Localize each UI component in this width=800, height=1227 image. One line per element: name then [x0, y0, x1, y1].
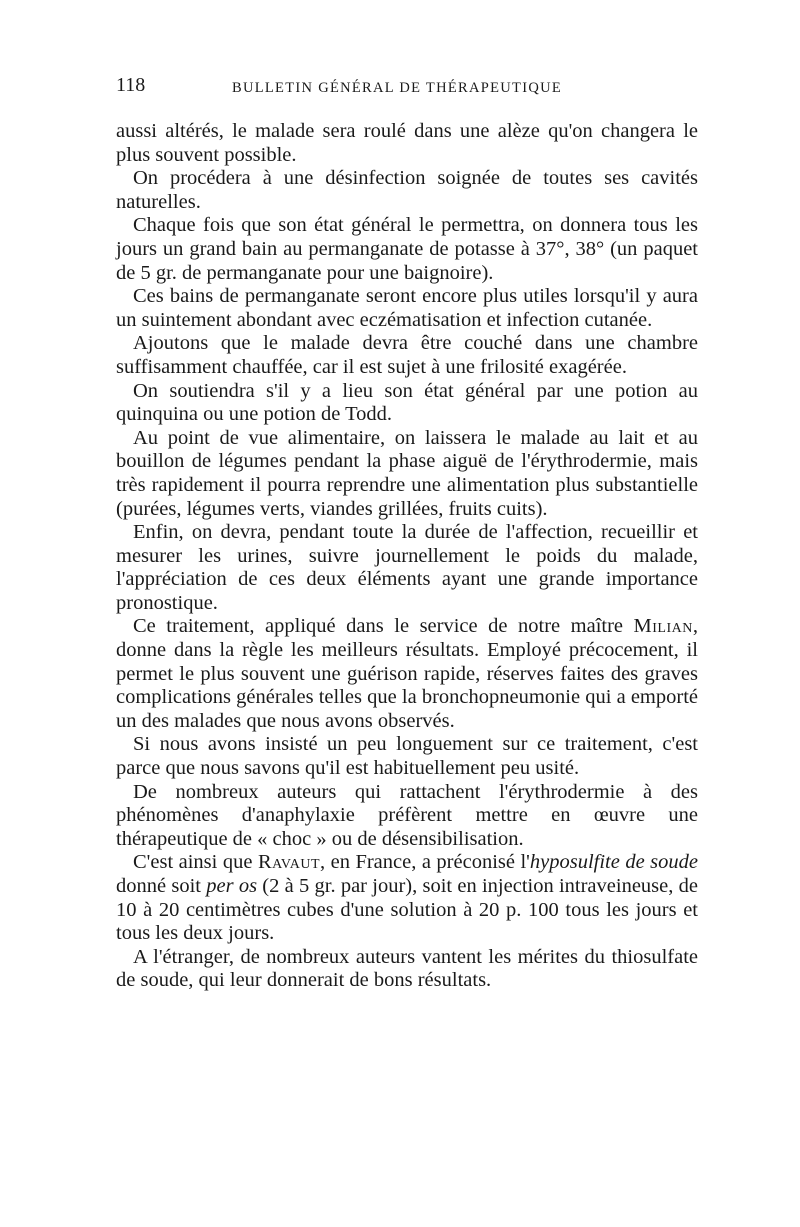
paragraph-12-mid2: donné soit	[116, 875, 207, 897]
page-header	[116, 74, 698, 106]
paragraph-4: Ces bains de permanganate seront encore plus utiles lorsqu'il y aura un suintement abondant avec eczématisation et infection cutanée.	[116, 285, 698, 331]
paragraph-6: On soutiendra s'il y a lieu son état général par une potion au quinquina ou une potion de Todd.	[116, 379, 698, 426]
paragraph-9	[116, 615, 698, 733]
author-name-milian: Milian	[633, 615, 693, 638]
author-name-ravaut: Ravaut	[257, 851, 320, 874]
paragraph-13: A l'étranger, de nombreux auteurs vantent les mérites du thiosulfate de soude, qui leur donnerait de bons résultats.	[116, 945, 698, 992]
paragraph-12-mid1: , en France, a préconisé l'	[320, 851, 530, 874]
italic-per-os: per os	[206, 875, 258, 897]
page-number: 118	[116, 74, 146, 96]
paragraph-9-before: Ce traitement, appliqué dans le service de notre maître	[133, 615, 634, 638]
paragraph-1: aussi altérés, le malade sera roulé dans une alèze qu'on changera le plus souvent possible.	[116, 120, 698, 166]
paragraph-12-before: C'est ainsi que	[133, 851, 258, 874]
paragraph-2: On procédera à une désinfection soignée de toutes ses cavités naturelles.	[116, 167, 698, 213]
paragraph-11: De nombreux auteurs qui rattachent l'érythrodermie à des phénomènes d'anaphylaxie préfèrent mettre en œuvre une thérapeutique de « choc » ou de désensibilisation.	[116, 780, 698, 850]
paragraph-12-after: (2 à 5 gr. par jour), soit en injection intraveineuse, de 10 à 20 centimètres cubes d'une solution à 20 p. 100 tous les jours et tous les deux jours.	[116, 875, 698, 945]
italic-hyposulfite: hyposulfite de soude	[529, 851, 698, 874]
paragraph-8: Enfin, on devra, pendant toute la durée de l'affection, recueillir et mesurer les urines, suivre journellement le poids du malade, l'appréciation de ces deux éléments ayant une grande importance pronostique.	[116, 521, 698, 614]
paragraph-5: Ajoutons que le malade devra être couché dans une chambre suffisamment chauffée, car il est sujet à une frilosité exagérée.	[116, 332, 698, 378]
paragraph-9-after: , donne dans la règle les meilleurs résultats. Employé précocement, il permet le plus souvent une guérison rapide, réserves faites des graves complications générales telles que la bronchopneumonie qui a emporté un des malades que nous avons observés.	[116, 615, 698, 732]
body-text	[116, 120, 698, 993]
paragraph-3: Chaque fois que son état général le permettra, on donnera tous les jours un grand bain au permanganate de potasse à 37°, 38° (un paquet de 5 gr. de permanganate pour une baignoire).	[116, 214, 698, 284]
paragraph-10: Si nous avons insisté un peu longuement sur ce traitement, c'est parce que nous savons qu'il est habituellement peu usité.	[116, 733, 698, 780]
paragraph-12	[116, 851, 698, 945]
paragraph-7: Au point de vue alimentaire, on laissera le malade au lait et au bouillon de légumes pendant la phase aiguë de l'érythrodermie, mais très rapidement il pourra reprendre une alimentation plus substantielle (purées, légumes verts, viandes grillées, fruits cuits).	[116, 426, 698, 520]
running-title: BULLETIN GÉNÉRAL DE THÉRAPEUTIQUE	[232, 80, 563, 96]
